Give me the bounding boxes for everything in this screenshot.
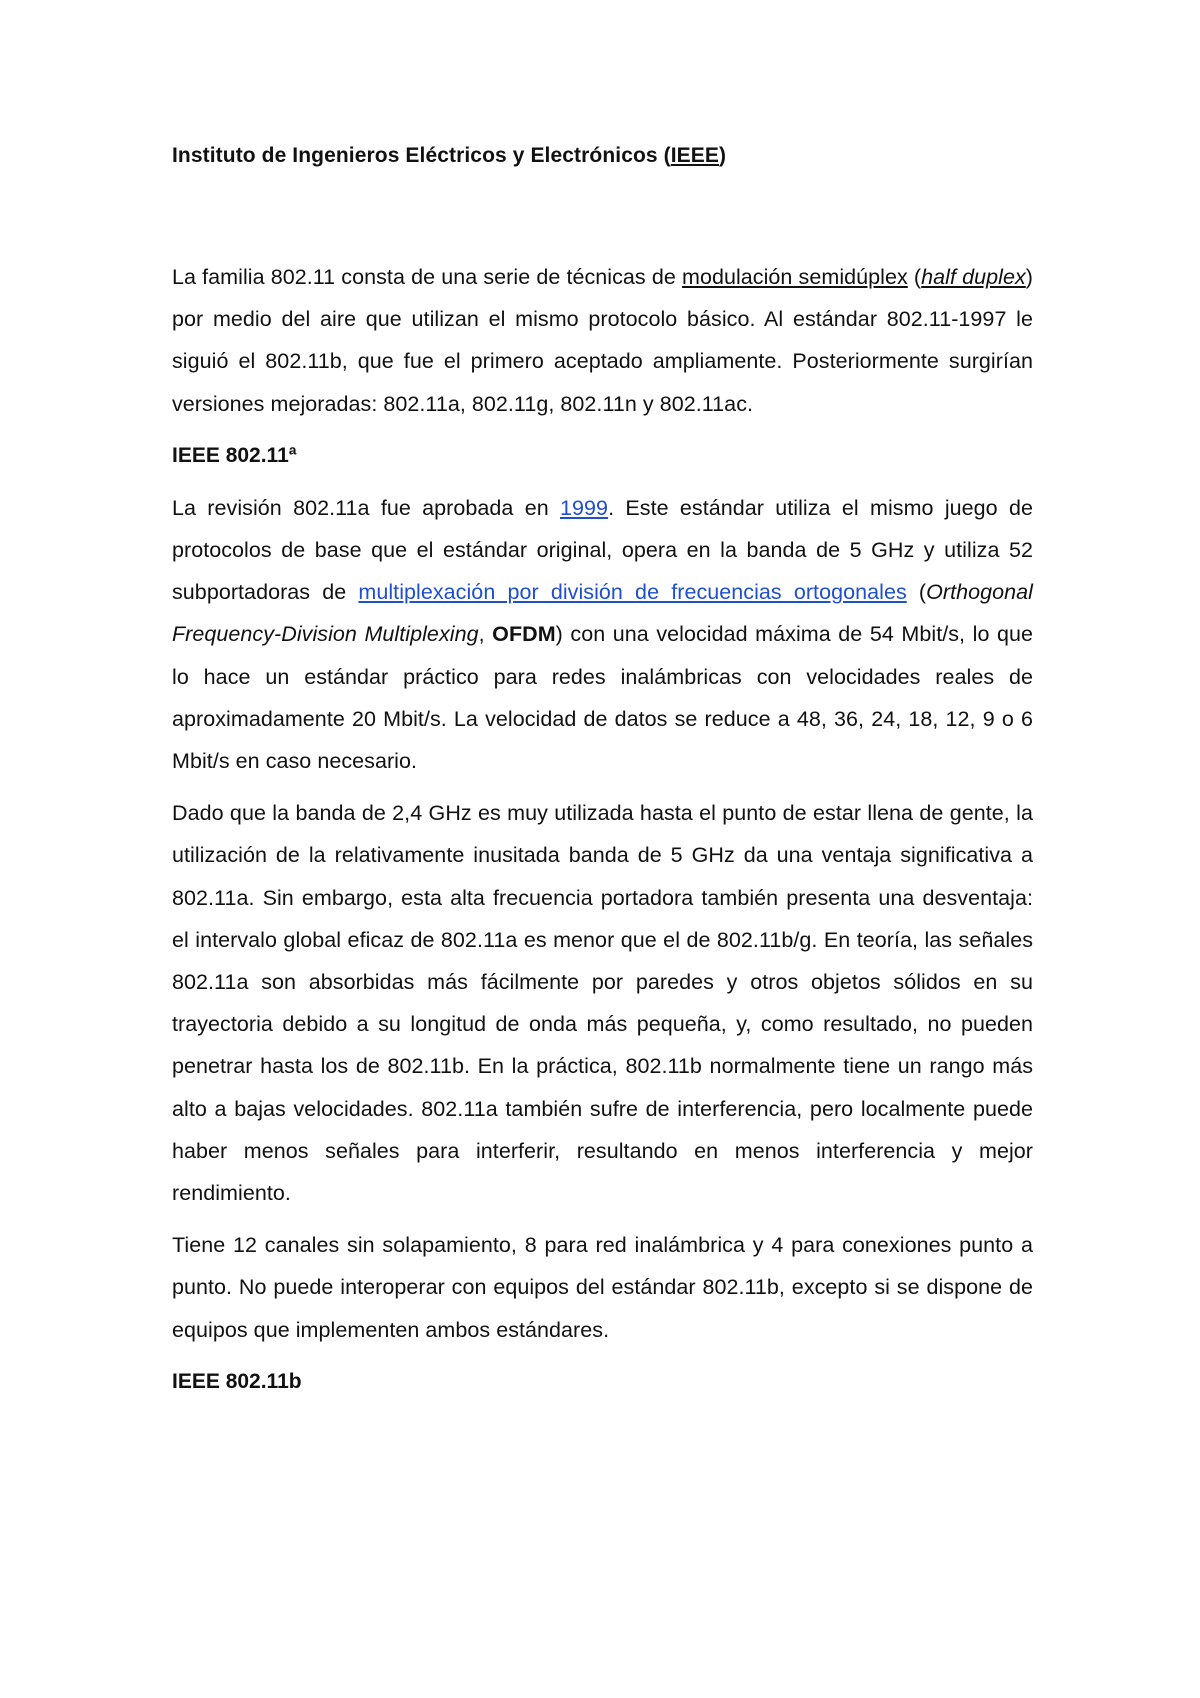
intro-text-3: ) por medio del aire que utilizan el mismo protocolo básico. Al estándar 802.11-1997 le siguió el 802.11b, que fue el primero aceptado ampliamente. Posteriormente surgirían versiones mejoradas: 802.11a, 802.11g, 802.11n y 802.11ac.: [172, 265, 1033, 416]
document-title: [172, 140, 1033, 172]
section-a-paragraph-2: Dado que la banda de 2,4 GHz es muy utilizada hasta el punto de estar llena de gente, la utilización de la relativamente inusitada banda de 5 GHz da una ventaja significativa a 802.11a. Sin embargo, esta alta frecuencia portadora también presenta una desventaja: el intervalo global eficaz de 802.11a es menor que el de 802.11b/g. En teoría, las señales 802.11a son absorbidas más fácilmente por paredes y otros objetos sólidos en su trayectoria debido a su longitud de onda más pequeña, y, como resultado, no pueden penetrar hasta los de 802.11b. En la práctica, 802.11b normalmente tiene un rango más alto a bajas velocidades. 802.11a también sufre de interferencia, pero localmente puede haber menos señales para interferir, resultando en menos interferencia y mejor rendimiento.: [172, 801, 1033, 1206]
intro-text-2: (: [907, 265, 922, 289]
p1-text-3: (: [906, 580, 927, 605]
intro-text-1: La familia 802.11 consta de una serie de técnicas de: [172, 265, 682, 289]
section-heading-80211b: IEEE 802.11b: [172, 1369, 302, 1393]
section-heading-80211a: IEEE 802.11ª: [172, 443, 297, 467]
ofdm-link[interactable]: multiplexación por división de frecuencias ortogonales: [358, 580, 907, 605]
title-suffix: ): [718, 144, 727, 167]
p1-text-4: ,: [478, 622, 493, 647]
p1-text-5: ) con una velocidad máxima de 54 Mbit/s, lo que lo hace un estándar práctico para redes inalámbricas con velocidades reales de aproximadamente 20 Mbit/s. La velocidad de datos se reduce a 48, 36, 24, 18, 12, 9 o 6 Mbit/s en caso necesario.: [172, 622, 1034, 774]
half-duplex-text: half duplex: [921, 265, 1026, 289]
p1-text-1: La revisión 802.11a fue aprobada en: [172, 495, 561, 520]
section-a-paragraph-3: Tiene 12 canales sin solapamiento, 8 para red inalámbrica y 4 para conexiones punto a punto. No puede interoperar con equipos del estándar 802.11b, excepto si se dispone de equipos que implementen ambos estándares.: [172, 1233, 1033, 1342]
p1-text-2: . Este estándar utiliza el mismo juego de protocolos de base que el estándar original, opera en la banda de 5 GHz y utiliza 52 subportadoras de: [172, 495, 1033, 605]
ofdm-abbreviation: OFDM: [492, 622, 556, 647]
ofdm-english-term: Orthogonal Frequency-Division Multiplexing: [172, 580, 1034, 647]
document-content: [172, 140, 1033, 1413]
section-a-paragraph-1: [172, 487, 1033, 782]
year-1999-link[interactable]: 1999: [560, 495, 609, 520]
ieee-title-link[interactable]: IEEE: [670, 144, 719, 167]
title-prefix: Instituto de Ingenieros Eléctricos y Electrónicos (: [172, 144, 671, 167]
modulacion-semiduplex-link[interactable]: modulación semidúplex: [681, 265, 908, 289]
intro-paragraph: [172, 256, 1033, 425]
half-duplex-link[interactable]: [921, 265, 1026, 289]
